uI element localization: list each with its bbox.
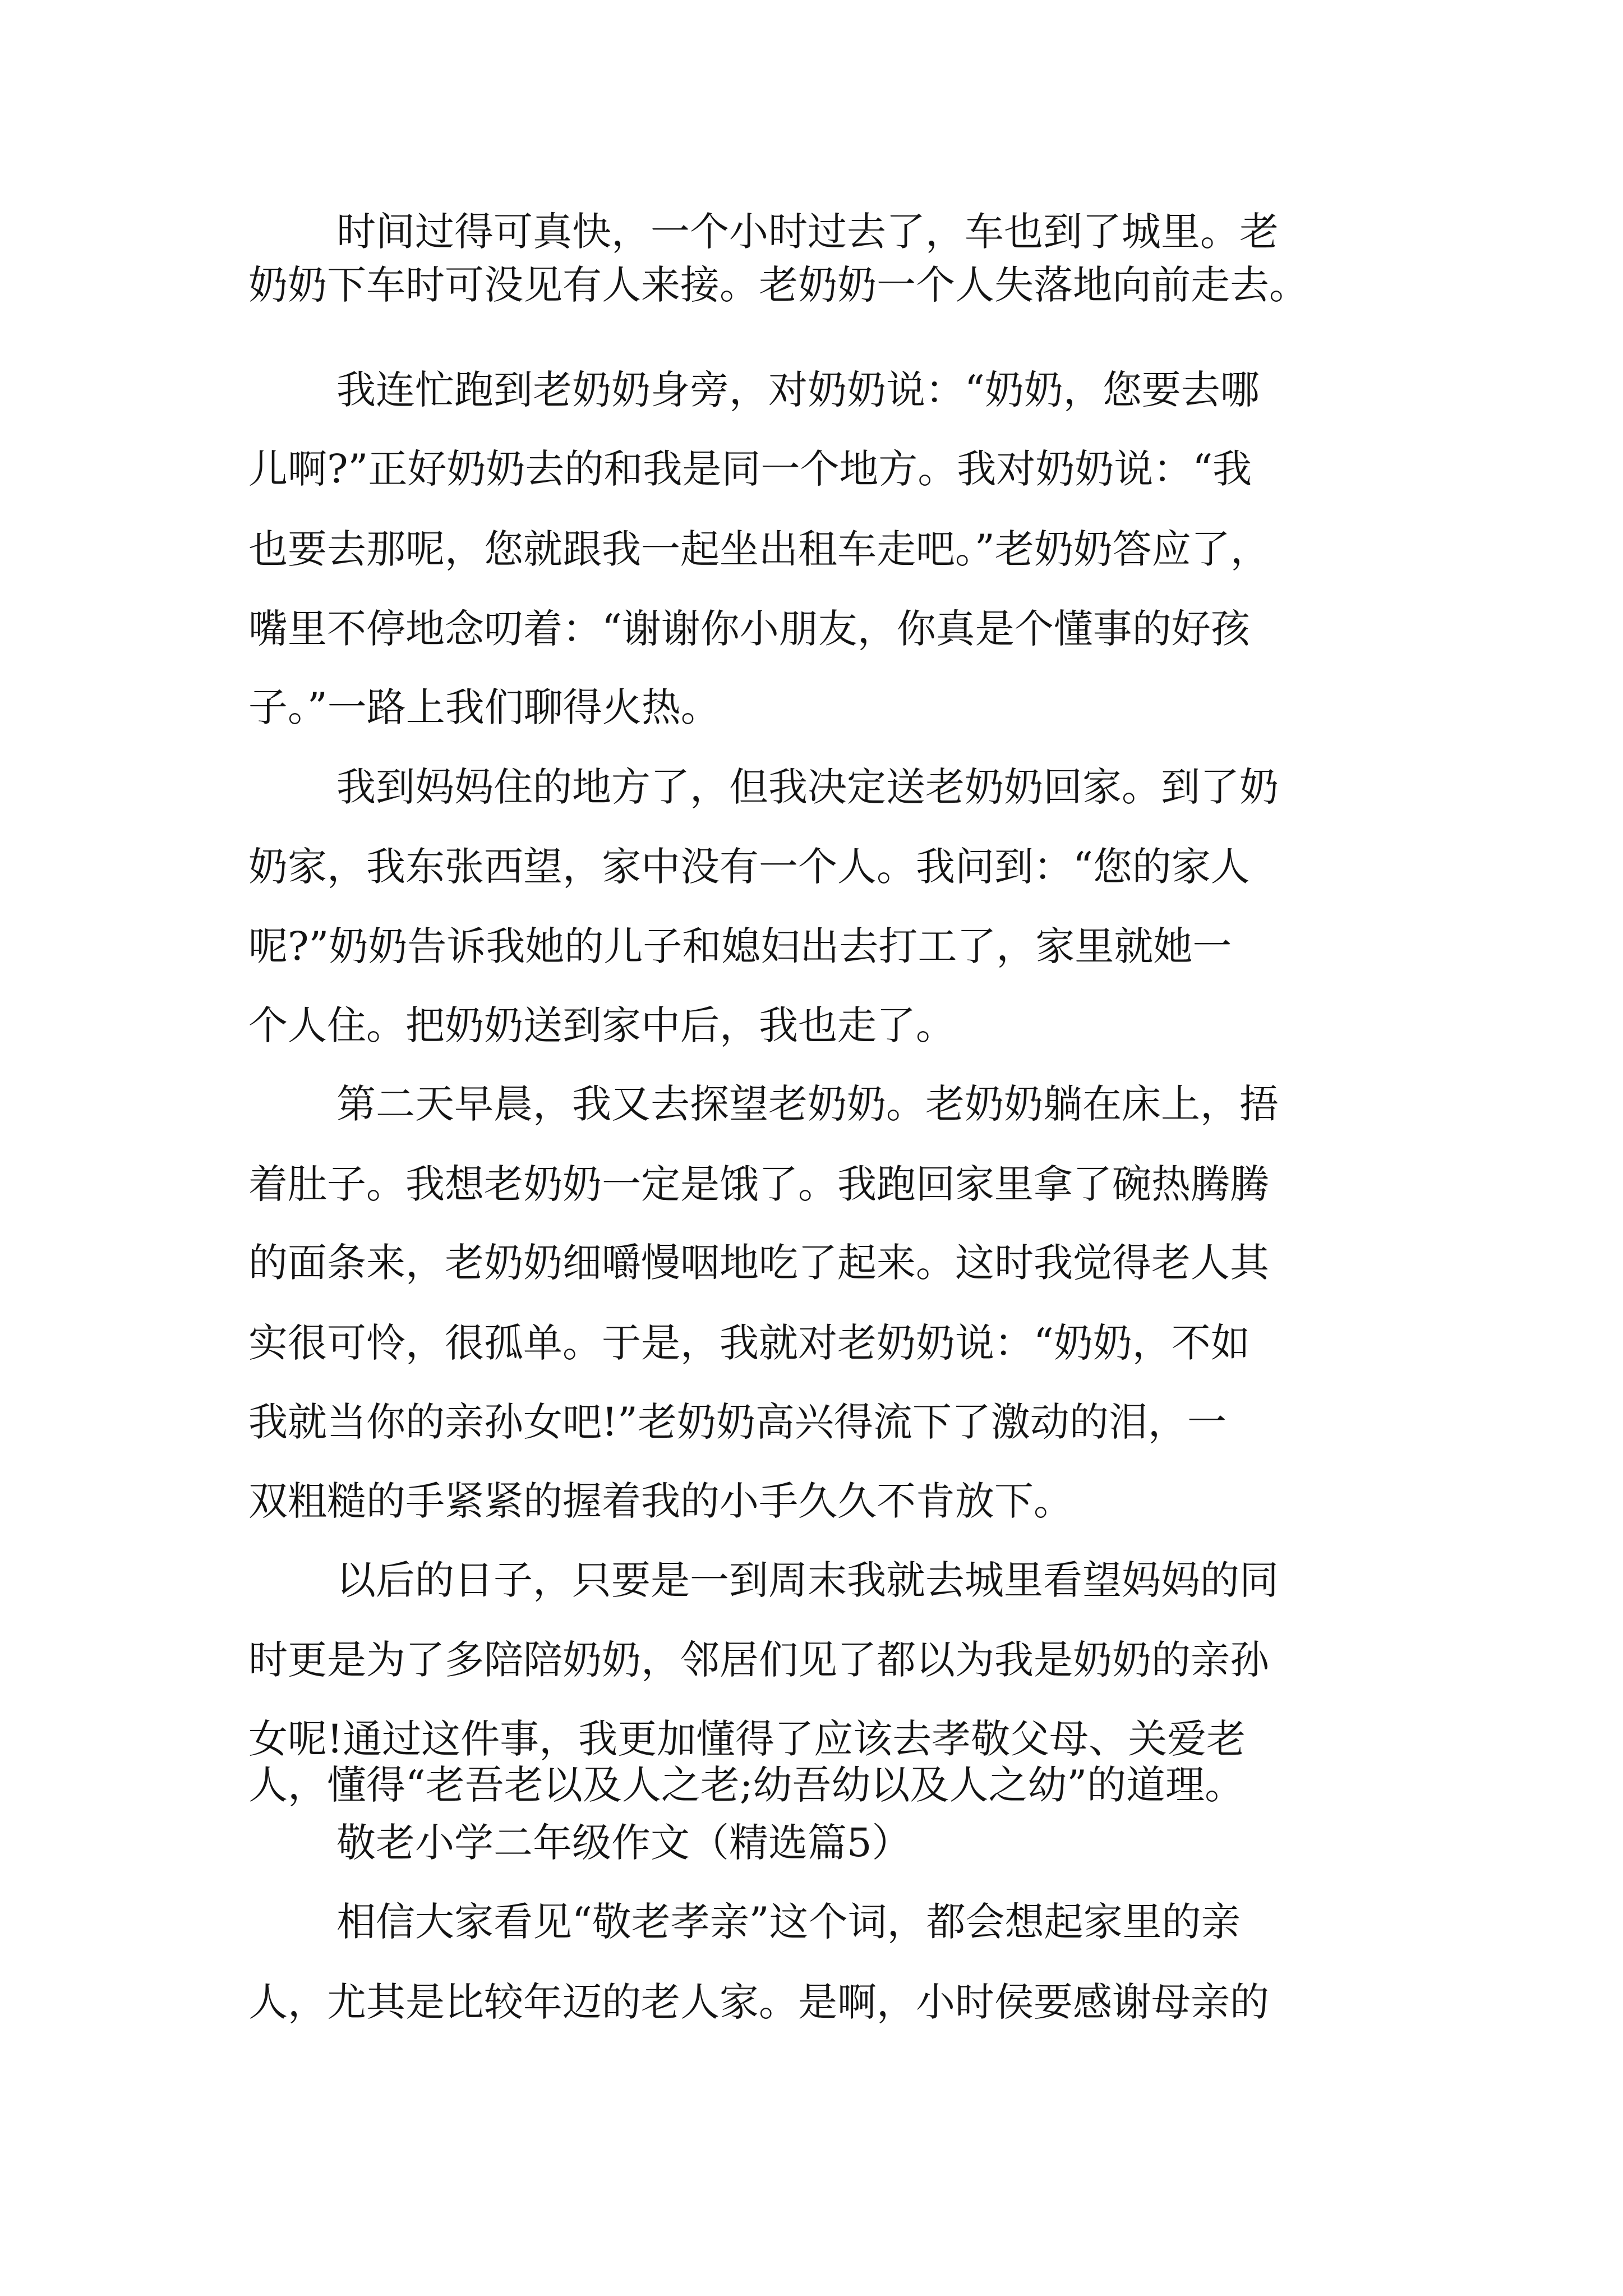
text-line: 奶奶下车时可没见有人来接。老奶奶一个人失落地向前走去。: [248, 262, 1308, 308]
text-line: 也要去那呢，您就跟我一起坐出租车走吧。”老奶奶答应了，: [248, 526, 1270, 572]
text-line: 时间过得可真快，一个小时过去了，车也到了城里。老: [336, 209, 1279, 255]
text-line: 子。”一路上我们聊得火热。: [248, 684, 720, 730]
text-line: 相信大家看见“敬老孝亲”这个词，都会想起家里的亲: [336, 1899, 1241, 1945]
text-line: 的面条来，老奶奶细嚼慢咽地吃了起来。这时我觉得老人其: [248, 1240, 1269, 1286]
text-line: 嘴里不停地念叨着：“谢谢你小朋友，你真是个懂事的好孩: [248, 606, 1250, 652]
text-line: 时更是为了多陪陪奶奶，邻居们见了都以为我是奶奶的亲孙: [248, 1637, 1269, 1683]
text-line: 女呢!通过这件事，我更加懂得了应该去孝敬父母、关爱老: [248, 1716, 1246, 1762]
text-line: 我到妈妈住的地方了，但我决定送老奶奶回家。到了奶: [336, 764, 1279, 810]
text-line: 以后的日子，只要是一到周末我就去城里看望妈妈的同: [336, 1557, 1279, 1603]
text-line: 呢?”奶奶告诉我她的儿子和媳妇出去打工了，家里就她一: [248, 923, 1232, 969]
text-line: 双粗糙的手紧紧的握着我的小手久久不肯放下。: [248, 1478, 1073, 1524]
text-line: 第二天早晨，我又去探望老奶奶。老奶奶躺在床上，捂: [336, 1081, 1279, 1127]
text-line: 我连忙跑到老奶奶身旁，对奶奶说：“奶奶，您要去哪: [336, 367, 1260, 413]
text-line: 儿啊?”正好奶奶去的和我是同一个地方。我对奶奶说：“我: [248, 446, 1252, 492]
text-line: 着肚子。我想老奶奶一定是饿了。我跑回家里拿了碗热腾腾: [248, 1161, 1269, 1207]
section-heading: 敬老小学二年级作文（精选篇5）: [336, 1820, 911, 1866]
text-line: 个人住。把奶奶送到家中后，我也走了。: [248, 1002, 955, 1048]
text-line: 人，尤其是比较年迈的老人家。是啊，小时侯要感谢母亲的: [248, 1979, 1269, 2025]
text-line: 我就当你的亲孙女吧!”老奶奶高兴得流下了激动的泪，一: [248, 1399, 1227, 1445]
text-line: 实很可怜，很孤单。于是，我就对老奶奶说：“奶奶，不如: [248, 1320, 1250, 1366]
text-line: 人，懂得“老吾老以及人之老;幼吾幼以及人之幼”的道理。: [248, 1762, 1244, 1808]
text-line: 奶家，我东张西望，家中没有一个人。我问到：“您的家人: [248, 844, 1250, 890]
